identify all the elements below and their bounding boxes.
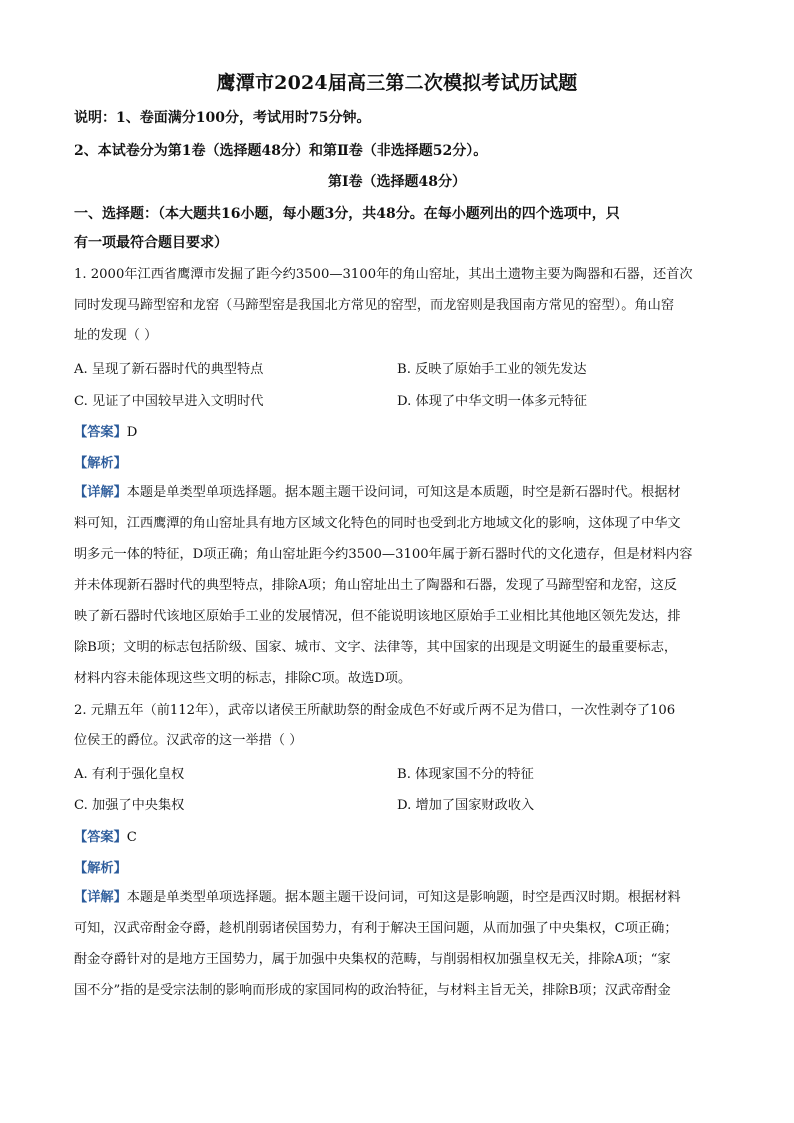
q1-answer-value: D [126,425,138,440]
q1-option-c: C. 见证了中国较早进入文明时代 [74,394,264,409]
q1-answer: 【答案】D [74,425,138,440]
section-instructions-line-1: 一、选择题：（本大题共16小题，每小题3分，共48分。在每小题列出的四个选项中，只 [74,206,620,222]
q1-stem-line-3: 址的发现（ ） [74,328,158,343]
q2-answer: 【答案】C [74,830,137,845]
q1-detail-line-7: 材料内容未能体现这些文明的标志，排除C项。故选D项。 [74,671,412,686]
section-instructions-line-2: 有一项最符合题目要求） [74,235,228,251]
q2-answer-value: C [126,830,137,845]
q1-detail-line-5: 映了新石器时代该地区原始手工业的发展情况，但不能说明该地区原始手工业相比其他地区领先发达，排 [74,609,681,624]
q2-option-d: D. 增加了国家财政收入 [397,798,535,813]
q1-detail-line-1: 【详解】本题是单类型单项选择题。据本题主题干设问词，可知这是本质题，时空是新石器时代。根据材 [74,485,681,500]
q2-option-a: A. 有利于强化皇权 [74,767,185,782]
q2-analysis-label: 【解析】 [74,861,127,876]
q1-stem-line-2: 同时发现马蹄型窑和龙窑（马蹄型窑是我国北方常见的窑型，而龙窑则是我国南方常见的窑型）。角山窑 [74,298,675,313]
page-title: 鹰潭市2024届高三第二次模拟考试历试题 [216,72,578,94]
q1-detail-line-6: 除B项；文明的标志包括阶级、国家、城市、文字、法律等，其中国家的出现是文明诞生的最重要标志， [74,640,678,655]
exam-note-1: 说明：1、卷面满分100分，考试用时75分钟。 [74,110,371,126]
q1-analysis-label: 【解析】 [74,456,127,471]
exam-note-2: 2、本试卷分为第1卷（选择题48分）和第Ⅱ卷（非选择题52分）。 [74,143,488,159]
q1-option-a: A. 呈现了新石器时代的典型特点 [74,362,264,377]
q1-option-d: D. 体现了中华文明一体多元特征 [397,394,587,409]
q2-detail-line-3: 酎金夺爵针对的是地方王国势力，属于加强中央集权的范畴，与削弱相权加强皇权无关，排除A项；“家 [74,952,671,967]
q1-detail-line-3: 明多元一体的特征，D项正确；角山窑址距今约3500—3100年属于新石器时代的文化遗存，但是材料内容 [74,547,693,562]
q2-stem-line-2: 位侯王的爵位。汉武帝的这一举措（ ） [74,733,303,748]
q2-option-c: C. 加强了中央集权 [74,798,185,813]
q2-detail-line-4: 国不分”指的是受宗法制的影响而形成的家国同构的政治特征，与材料主旨无关，排除B项；汉武帝酎金 [74,983,671,998]
section-heading: 第Ⅰ卷（选择题48分） [327,174,467,190]
q2-detail-line-2: 可知，汉武帝酎金夺爵，趁机削弱诸侯国势力，有利于解决王国问题，从而加强了中央集权，C项正确； [74,921,678,936]
q1-option-b: B. 反映了原始手工业的领先发达 [397,362,587,377]
q2-detail-line-1: 【详解】本题是单类型单项选择题。据本题主题干设问词，可知这是影响题，时空是西汉时期。根据材料 [74,890,681,905]
q1-stem-line-1: 1. 2000年江西省鹰潭市发掘了距今约3500—3100年的角山窑址，其出土遗物主要为陶器和石器，还首次 [74,267,693,282]
q1-detail-line-4: 并未体现新石器时代的典型特点，排除A项；角山窑址出土了陶器和石器，发现了马蹄型窑和龙窑，这反 [74,578,677,593]
q2-stem-line-1: 2. 元鼎五年（前112年），武帝以诸侯王所献助祭的酎金成色不好或斤两不足为借口，一次性剥夺了106 [74,703,676,718]
q2-option-b: B. 体现家国不分的特征 [397,767,534,782]
q1-detail-line-2: 料可知，江西鹰潭的角山窑址具有地方区域文化特色的同时也受到北方地域文化的影响，这体现了中华文 [74,516,681,531]
